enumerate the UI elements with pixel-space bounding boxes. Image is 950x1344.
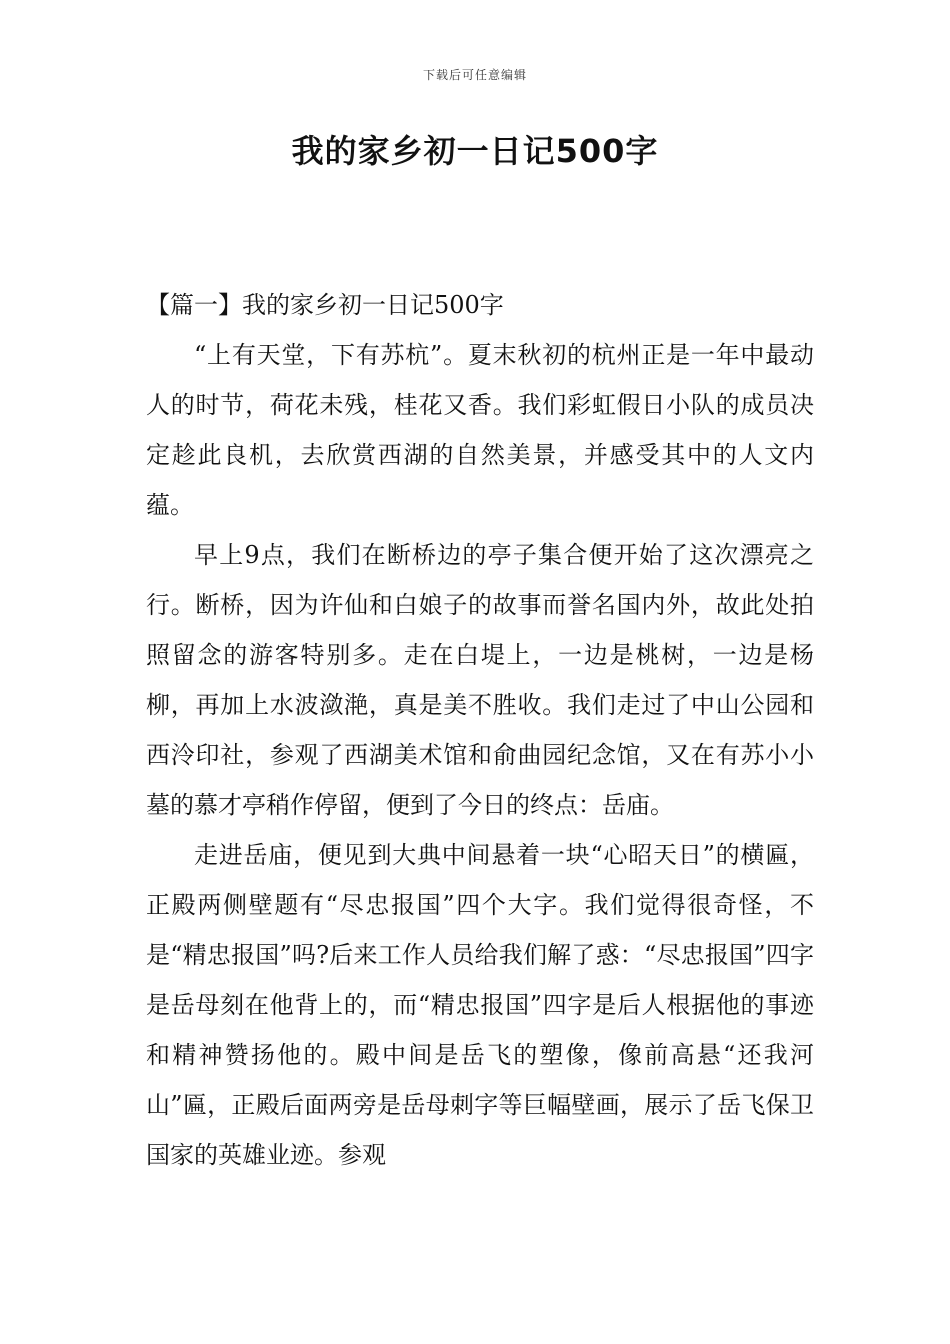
paragraph-3: 走进岳庙，便见到大典中间悬着一块“心昭天日”的横匾，正殿两侧壁题有“尽忠报国”四个大字。我们觉得很奇怪，不是“精忠报国”吗?后来工作人员给我们解了惑：“尽忠报国”四字是岳母刻在他背上的，而“精忠报国”四字是后人根据他的事迹和精神赞扬他的。殿中间是岳飞的塑像，像前高悬“还我河山”匾，正殿后面两旁是岳母刺字等巨幅壁画，展示了岳飞保卫国家的英雄业迹。参观 xyxy=(146,841,814,1169)
paragraph-2: 早上9点，我们在断桥边的亭子集合便开始了这次漂亮之行。断桥，因为许仙和白娘子的故事而誉名国内外，故此处拍照留念的游客特别多。走在白堤上，一边是桃树，一边是杨柳，再加上水波潋滟，真是美不胜收。我们走过了中山公园和西泠印社，参观了西湖美术馆和俞曲园纪念馆，又在有苏小小墓的慕才亭稍作停留，便到了今日的终点：岳庙。 xyxy=(146,541,814,819)
document-title: 我的家乡初一日记500字 xyxy=(291,132,659,170)
section-heading: 【篇一】我的家乡初一日记500字 xyxy=(146,291,504,319)
paragraph-1: “上有天堂，下有苏杭”。夏末秋初的杭州正是一年中最动人的时节，荷花未残，桂花又香。我们彩虹假日小队的成员决定趁此良机，去欣赏西湖的自然美景，并感受其中的人文内蕴。 xyxy=(146,341,814,519)
header-note: 下载后可任意编辑 xyxy=(422,68,527,82)
document-body xyxy=(146,280,814,1180)
